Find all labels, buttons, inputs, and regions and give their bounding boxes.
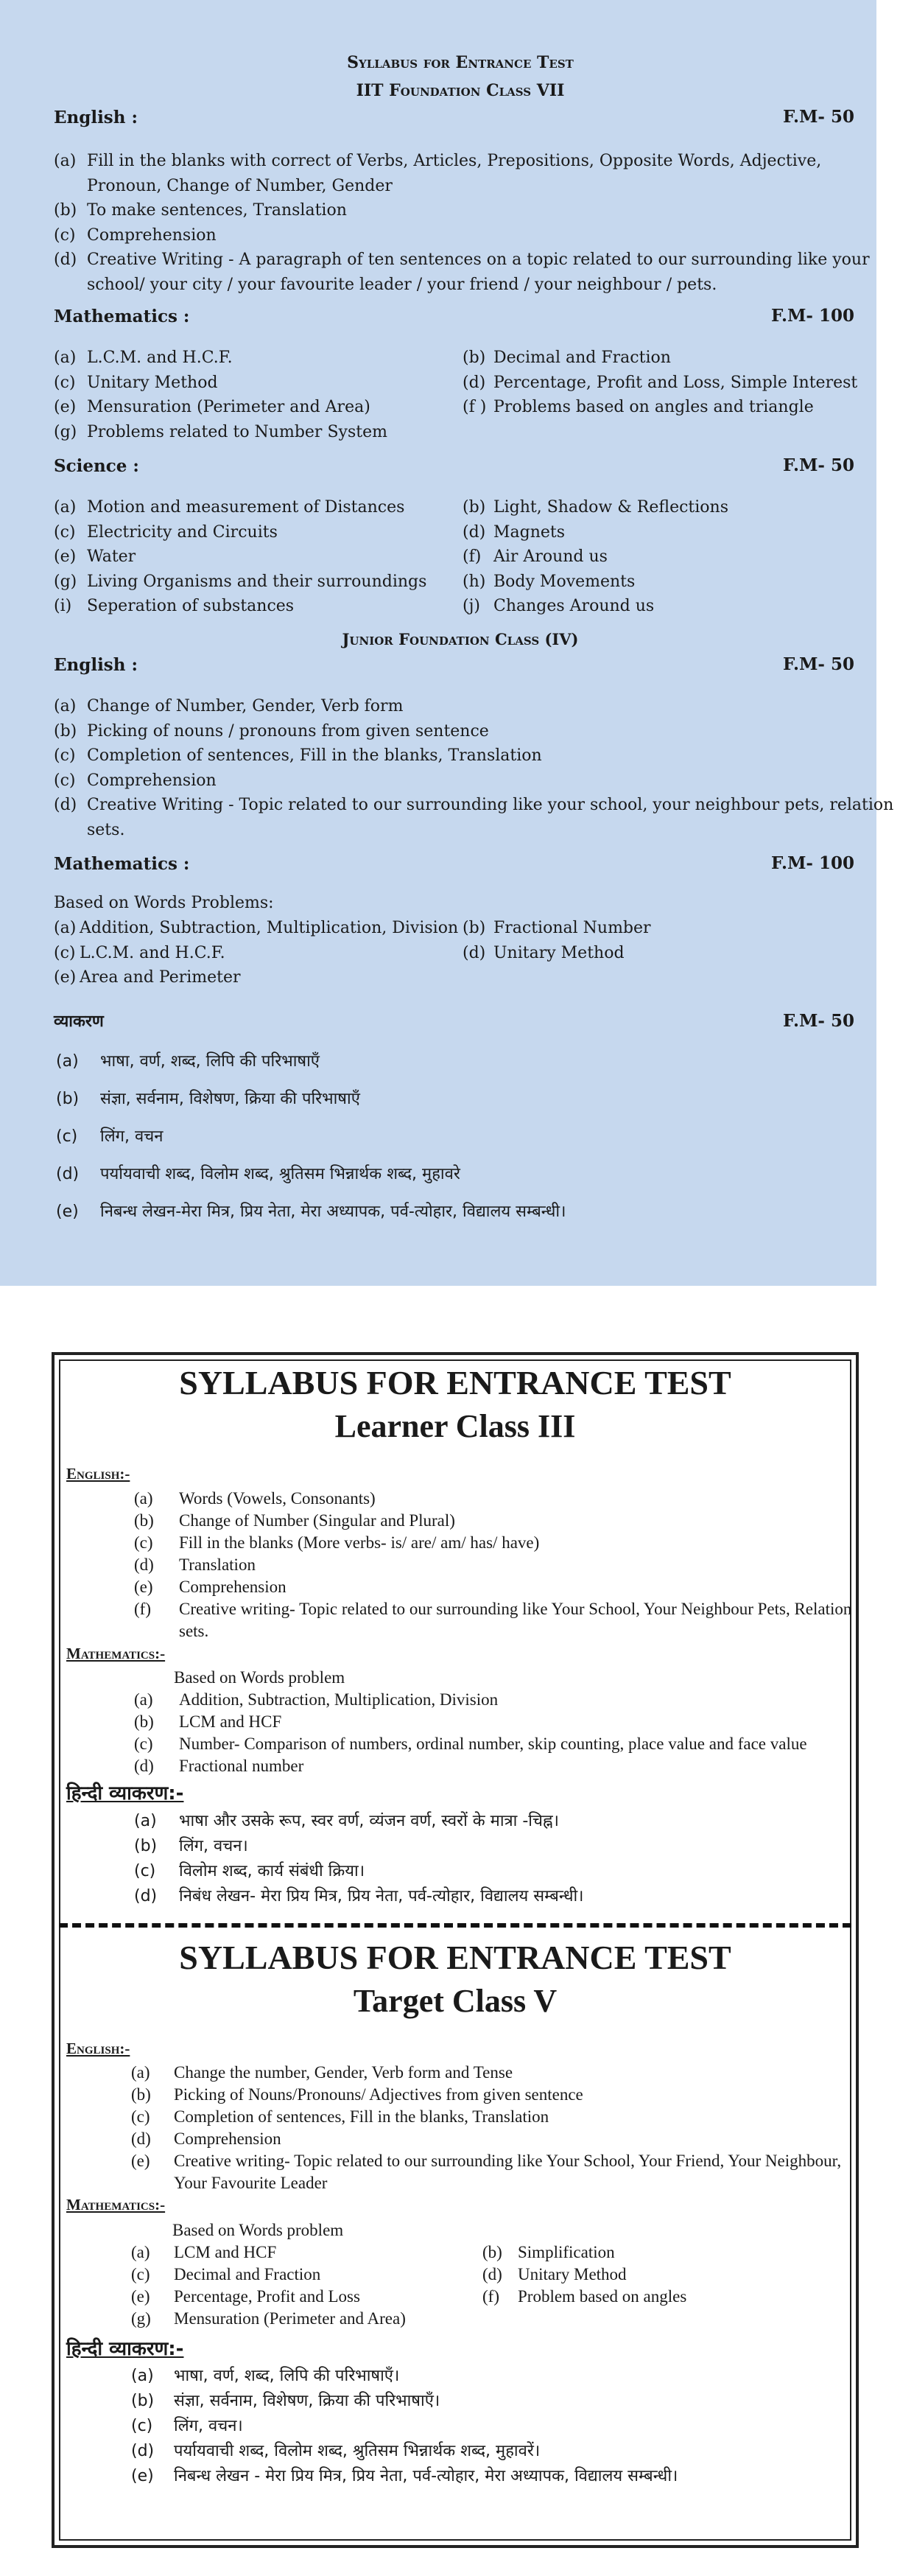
iit-math-left-text: L.C.M. and H.C.F. <box>87 349 233 367</box>
iit-math-right-text: Problems based on angles and triangle <box>493 398 814 416</box>
learner-subtitle: Learner Class III <box>334 1408 576 1444</box>
learner-math-marker: (b) <box>134 1712 154 1731</box>
jr-math-left-text: Area and Perimeter <box>80 968 241 987</box>
iit-english-text: Pronoun, Change of Number, Gender <box>87 176 393 195</box>
iit-math-left-marker: (e) <box>54 398 77 416</box>
learner-hindi-heading: हिन्दी व्याकरण:- <box>66 1782 184 1805</box>
target-math-right-marker: (f) <box>482 2287 499 2306</box>
target-subtitle: Target Class V <box>353 1983 558 2019</box>
learner-english-marker: (b) <box>134 1511 154 1530</box>
iit-english-text: Creative Writing - A paragraph of ten sentences on a topic related to our surrounding like your <box>87 251 870 269</box>
iit-science-right-marker: (j) <box>463 597 480 615</box>
target-hindi-text: संज्ञा, सर्वनाम, विशेषण, क्रिया की परिभाषाएँ। <box>174 2392 440 2410</box>
jr-english-text: sets. <box>87 820 125 839</box>
jr-math-left-text: L.C.M. and H.C.F. <box>80 943 225 962</box>
target-hindi-text: भाषा, वर्ण, शब्द, लिपि की परिभाषाएँ। <box>174 2367 400 2385</box>
target-hindi-text: पर्यायवाची शब्द, विलोम शब्द, श्रुतिसम भिन्नार्थक शब्द, मुहावरें। <box>174 2442 541 2460</box>
learner-title: SYLLABUS FOR ENTRANCE TEST <box>179 1364 731 1401</box>
jr-hindi-text: निबन्ध लेखन-मेरा मित्र, प्रिय नेता, मेरा अध्यापक, पर्व-त्योहार, विद्यालय सम्बन्धी। <box>100 1203 566 1221</box>
target-english-text: Completion of sentences, Fill in the blanks, Translation <box>174 2107 549 2126</box>
learner-english-text: sets. <box>179 1622 209 1640</box>
learner-math-intro: Based on Words problem <box>174 1668 345 1687</box>
jr-hindi-text: भाषा, वर्ण, शब्द, लिपि की परिभाषाएँ <box>100 1052 320 1071</box>
learner-hindi-marker: (d) <box>134 1887 158 1905</box>
target-hindi-heading: हिन्दी व्याकरण:- <box>66 2338 184 2360</box>
learner-english-marker: (e) <box>134 1578 153 1596</box>
sheet1-subtitle: IIT Foundation Class VII <box>356 81 565 100</box>
target-math-right-marker: (b) <box>482 2243 502 2261</box>
jr-english-text: Comprehension <box>87 771 217 790</box>
jr-math-left-marker: (c) <box>54 943 76 962</box>
iit-science-right-text: Light, Shadow & Reflections <box>493 498 728 517</box>
target-math-right-text: Unitary Method <box>518 2265 627 2283</box>
learner-english-marker: (d) <box>134 1555 154 1574</box>
iit-math-heading: Mathematics : <box>54 307 190 326</box>
iit-science-right-marker: (f) <box>463 547 482 566</box>
learner-hindi-text: विलोम शब्द, कार्य संबंधी क्रिया। <box>179 1862 365 1880</box>
learner-english-text: Creative writing- Topic related to our surrounding like Your School, Your Neighbour Pets, Relation <box>179 1600 852 1618</box>
jr-english-marker: (c) <box>54 746 76 765</box>
iit-math-right-marker: (b) <box>463 349 486 367</box>
jr-hindi-text: पर्यायवाची शब्द, विलोम शब्द, श्रुतिसम भिन्नार्थक शब्द, मुहावरे <box>100 1165 460 1183</box>
learner-math-text: Number- Comparison of numbers, ordinal number, skip counting, place value and face value <box>179 1735 807 1753</box>
target-english-text: Comprehension <box>174 2129 281 2148</box>
iit-science-left-text: Seperation of substances <box>87 597 295 615</box>
target-english-text: Creative writing- Topic related to our surrounding like Your School, Your Friend, Your Neighbour, <box>174 2152 842 2170</box>
iit-science-right-text: Air Around us <box>493 547 608 566</box>
jr-hindi-heading: व्याकरण <box>54 1012 104 1031</box>
jr-hindi-marker: (d) <box>56 1165 80 1183</box>
jr-english-text: Completion of sentences, Fill in the blanks, Translation <box>87 746 542 765</box>
target-hindi-marker: (e) <box>131 2467 154 2485</box>
iit-english-fm: F.M- 50 <box>782 107 854 127</box>
learner-math-marker: (a) <box>134 1690 153 1709</box>
jr-math-left-marker: (e) <box>54 968 77 987</box>
jr-math-intro: Based on Words Problems: <box>54 894 274 912</box>
learner-english-heading: English:- <box>66 1465 130 1483</box>
iit-english-marker: (a) <box>54 152 77 170</box>
learner-english-text: Comprehension <box>179 1578 286 1596</box>
target-english-marker: (c) <box>131 2107 150 2126</box>
target-math-left-marker: (a) <box>131 2243 150 2261</box>
iit-english-text: school/ your city / your favourite leader / your friend / your neighbour / pets. <box>87 275 717 294</box>
jr-hindi-fm: F.M- 50 <box>782 1011 854 1031</box>
iit-english-heading: English : <box>54 108 138 127</box>
iit-science-right-marker: (d) <box>463 522 486 542</box>
jr-hindi-marker: (b) <box>56 1090 80 1108</box>
learner-math-text: Fractional number <box>179 1757 304 1775</box>
iit-math-fm: F.M- 100 <box>770 306 854 326</box>
learner-math-marker: (d) <box>134 1757 154 1775</box>
iit-science-heading: Science : <box>54 456 139 476</box>
target-math-right-text: Simplification <box>518 2243 615 2261</box>
iit-science-left-text: Water <box>87 547 136 566</box>
jr-english-marker: (d) <box>54 796 77 814</box>
iit-math-right-marker: (d) <box>463 373 486 392</box>
iit-science-left-marker: (g) <box>54 572 77 591</box>
learner-hindi-text: भाषा और उसके रूप, स्वर वर्ण, व्यंजन वर्ण, स्वरों के मात्रा -चिह्न। <box>179 1812 559 1830</box>
target-hindi-marker: (c) <box>131 2417 153 2435</box>
iit-science-left-marker: (i) <box>54 597 72 615</box>
learner-math-marker: (c) <box>134 1735 153 1753</box>
iit-english-text: Fill in the blanks with correct of Verbs, Articles, Prepositions, Opposite Words, Adjective, <box>87 152 822 170</box>
target-english-text: Your Favourite Leader <box>174 2174 328 2192</box>
learner-english-text: Change of Number (Singular and Plural) <box>179 1511 455 1530</box>
jr-english-text: Change of Number, Gender, Verb form <box>87 697 404 715</box>
learner-english-marker: (f) <box>134 1600 151 1618</box>
iit-math-left-text: Problems related to Number System <box>87 422 387 441</box>
jr-math-right-text: Fractional Number <box>493 919 651 937</box>
target-hindi-text: निबन्ध लेखन - मेरा प्रिय मित्र, प्रिय नेता, पर्व-त्योहार, मेरा अध्यापक, विद्यालय सम्बन्धी। <box>174 2467 678 2485</box>
iit-english-marker: (b) <box>54 201 77 220</box>
target-english-marker: (e) <box>131 2152 150 2170</box>
target-hindi-marker: (b) <box>131 2392 155 2410</box>
iit-math-right-marker: (f ) <box>463 398 487 416</box>
iit-science-left-marker: (e) <box>54 547 77 566</box>
learner-english-marker: (c) <box>134 1533 153 1552</box>
jr-math-right-marker: (b) <box>463 919 486 937</box>
target-english-marker: (d) <box>131 2129 151 2148</box>
iit-science-right-text: Changes Around us <box>493 597 655 615</box>
sheet1-title: Syllabus for Entrance Test <box>347 53 574 72</box>
iit-english-text: To make sentences, Translation <box>87 201 347 220</box>
learner-math-text: Addition, Subtraction, Multiplication, Division <box>179 1690 499 1709</box>
learner-math-text: LCM and HCF <box>179 1712 282 1731</box>
jr-hindi-text: संज्ञा, सर्वनाम, विशेषण, क्रिया की परिभाषाएँ <box>100 1090 360 1108</box>
target-hindi-marker: (d) <box>131 2442 155 2460</box>
iit-english-marker: (d) <box>54 251 77 269</box>
target-title: SYLLABUS FOR ENTRANCE TEST <box>179 1939 731 1976</box>
target-math-left-marker: (e) <box>131 2287 150 2306</box>
learner-hindi-text: लिंग, वचन। <box>179 1837 248 1855</box>
jr-math-left-text: Addition, Subtraction, Multiplication, Division <box>80 919 459 937</box>
learner-english-text: Fill in the blanks (More verbs- is/ are/ am/ has/ have) <box>179 1533 540 1552</box>
learner-hindi-marker: (c) <box>134 1862 156 1880</box>
iit-science-left-marker: (a) <box>54 498 77 517</box>
target-english-heading: English:- <box>66 2040 130 2057</box>
target-math-left-text: Decimal and Fraction <box>174 2265 321 2283</box>
iit-english-marker: (c) <box>54 225 76 245</box>
dashed-separator <box>59 1923 851 1928</box>
target-math-left-marker: (g) <box>131 2309 151 2328</box>
jr-math-left-marker: (a) <box>54 919 77 937</box>
iit-science-right-text: Body Movements <box>493 572 636 591</box>
target-math-left-text: LCM and HCF <box>174 2243 277 2261</box>
iit-science-fm: F.M- 50 <box>782 455 854 475</box>
iit-science-right-marker: (b) <box>463 498 486 517</box>
iit-math-left-text: Mensuration (Perimeter and Area) <box>87 398 370 416</box>
jr-math-heading: Mathematics : <box>54 854 190 874</box>
iit-science-left-text: Living Organisms and their surroundings <box>87 572 427 591</box>
target-english-marker: (a) <box>131 2063 150 2082</box>
jr-english-marker: (b) <box>54 721 77 741</box>
target-math-heading: Mathematics:- <box>66 2196 166 2213</box>
target-english-text: Change the number, Gender, Verb form and Tense <box>174 2063 513 2082</box>
target-math-left-text: Percentage, Profit and Loss <box>174 2287 360 2306</box>
learner-english-text: Words (Vowels, Consonants) <box>179 1489 376 1508</box>
iit-science-right-marker: (h) <box>463 572 486 591</box>
junior-title: Junior Foundation Class (IV) <box>342 630 579 648</box>
jr-hindi-marker: (a) <box>56 1052 79 1071</box>
target-english-marker: (b) <box>131 2085 151 2104</box>
learner-hindi-marker: (b) <box>134 1837 158 1855</box>
target-hindi-marker: (a) <box>131 2367 154 2385</box>
iit-math-left-text: Unitary Method <box>87 373 218 392</box>
target-english-text: Picking of Nouns/Pronouns/ Adjectives from given sentence <box>174 2085 583 2104</box>
jr-math-right-text: Unitary Method <box>493 943 625 962</box>
jr-english-text: Picking of nouns / pronouns from given sentence <box>87 721 489 741</box>
target-math-right-marker: (d) <box>482 2265 502 2283</box>
jr-english-text: Creative Writing - Topic related to our surrounding like your school, your neighbour pets, relation <box>87 796 894 814</box>
iit-science-left-marker: (c) <box>54 522 76 542</box>
jr-english-fm: F.M- 50 <box>782 654 854 674</box>
learner-english-text: Translation <box>179 1555 256 1574</box>
iit-english-text: Comprehension <box>87 225 217 245</box>
learner-hindi-marker: (a) <box>134 1812 157 1830</box>
jr-english-marker: (a) <box>54 697 77 715</box>
jr-hindi-marker: (c) <box>56 1127 78 1146</box>
target-math-right-text: Problem based on angles <box>518 2287 687 2306</box>
learner-english-marker: (a) <box>134 1489 153 1508</box>
iit-math-right-text: Decimal and Fraction <box>493 349 671 367</box>
jr-hindi-marker: (e) <box>56 1203 79 1221</box>
iit-math-left-marker: (a) <box>54 349 77 367</box>
target-math-left-text: Mensuration (Perimeter and Area) <box>174 2309 406 2328</box>
jr-english-marker: (c) <box>54 771 76 790</box>
target-math-left-marker: (c) <box>131 2265 150 2283</box>
jr-english-heading: English : <box>54 655 138 675</box>
jr-hindi-text: लिंग, वचन <box>100 1127 164 1146</box>
learner-math-heading: Mathematics:- <box>66 1645 166 1662</box>
target-hindi-text: लिंग, वचन। <box>174 2417 243 2435</box>
learner-hindi-text: निबंध लेखन- मेरा प्रिय मित्र, प्रिय नेता, पर्व-त्योहार, विद्यालय सम्बन्धी। <box>179 1887 584 1905</box>
iit-math-left-marker: (c) <box>54 373 76 392</box>
jr-math-fm: F.M- 100 <box>770 853 854 873</box>
iit-science-left-text: Motion and measurement of Distances <box>87 498 405 517</box>
iit-math-left-marker: (g) <box>54 422 77 441</box>
iit-math-right-text: Percentage, Profit and Loss, Simple Interest <box>493 373 858 392</box>
iit-science-right-text: Magnets <box>493 522 566 542</box>
iit-junior-syllabus-sheet <box>0 0 894 1286</box>
target-math-intro: Based on Words problem <box>172 2221 344 2239</box>
jr-math-right-marker: (d) <box>463 943 486 962</box>
iit-science-left-text: Electricity and Circuits <box>87 522 278 542</box>
